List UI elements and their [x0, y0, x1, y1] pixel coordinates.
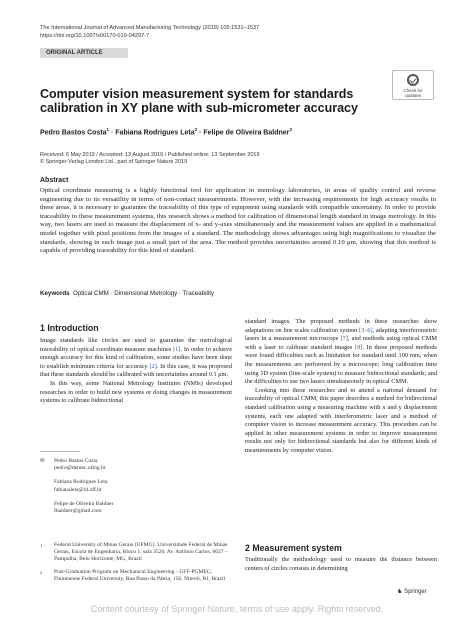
publication-dates — [40, 152, 260, 166]
intro-heading: 1 Introduction — [40, 323, 99, 333]
affiliations — [40, 542, 232, 583]
contact-email[interactable]: fbaldner@gmail.com — [54, 508, 102, 515]
author-list — [40, 127, 440, 136]
keywords — [40, 290, 214, 297]
affiliation-text: Post-Graduation Program on Mechanical Engineering - UFF-PGMEC, Fluminense Federal University, Rua Passo da Pátria, 156, Niterói, RJ, Brazil — [54, 568, 225, 582]
author-sup: 2 — [194, 127, 198, 132]
springer-logo-icon: ♞ — [397, 589, 403, 595]
right-column — [245, 318, 437, 456]
badge-line2: updates — [404, 93, 421, 98]
author-name[interactable]: Felipe de Oliveira Baldner — [203, 129, 290, 137]
citation-link[interactable]: [3–6] — [358, 326, 373, 334]
check-for-updates-badge[interactable] — [392, 70, 434, 100]
author-separator: · — [109, 129, 116, 137]
contact-name: Felipe de Oliveira Baldner — [54, 500, 114, 507]
publisher-name: Springer — [404, 589, 427, 595]
contact-name: Fabiana Rodrigues Leta — [54, 479, 108, 486]
author-sup: 3 — [289, 127, 292, 132]
section-paragraph: Traditionally the methodology used to measure the distance between centers of circles consists in determining — [245, 556, 437, 572]
badge-line1: Check for — [403, 88, 423, 93]
intro-body — [40, 337, 232, 406]
email-icon: ✉ — [40, 458, 45, 464]
author-separator: · — [197, 129, 204, 137]
corresponding-authors — [40, 458, 230, 515]
citation-link[interactable]: [7] — [340, 335, 348, 343]
contact-email[interactable]: fabianaleta@id.uff.br — [54, 486, 102, 493]
affiliation-number: 1 — [40, 543, 43, 548]
intro-paragraph: Image standards like circles are used to guarantee the metrological traceability of optical coordinate measure machines [1]. In order to achieve enough accuracy for this kind of calibration, some studies have been done to establish minimum criteria for accuracy [2]. In this case, it was proposed that these standards should be calibrated with uncertainties around 0.1 μm. — [40, 337, 233, 379]
intro-paragraph: In this way, some National Metrology Institutes (NMIs) developed researches in order to build new systems or doing changes in measurement systems to calibrate bidirectional — [40, 379, 232, 405]
rights-footer: Content courtesy of Springer Nature, terms of use apply. Rights reserved. — [90, 604, 384, 614]
citation-link[interactable]: [1] — [173, 345, 181, 353]
footnote-divider — [40, 451, 80, 452]
section-heading: 2 Measurement system — [245, 543, 342, 553]
abstract-text: Optical coordinate measuring is a highly functional tool for application in metrology laboratories, in areas of quality control and reverse engineering due to its versatility in terms of non-contact measurements. However, with the increasing requirements for high accuracy results in these areas, it is necessary to guarantee the traceability of this type of equipment using standards with compatible uncertainty. In order to provide traceability to these measurement systems, this research shows a method for calibration of dimensional length standard in image metrology. In this way, two lasers are used to measure the displacement of x- and y-axes simultaneously and the measurement values are applied in a mathematical model together with pixel positions from the images of a standard. The methodology shows advantages using high magnifications to visualize the standards, showing in each image just a small part of the area. The method provides uncertainties around 0.10 μm, showing that this method is capable of providing traceability for this kind of standard. — [40, 187, 436, 255]
contact-name: Pedro Bastos Costa — [54, 458, 98, 464]
affiliation-text: Federal University of Minas Gerais (UFMG), Universidade Federal de Minas Gerais, Escola de Engenharia, Bloco 1, sala 3520, Av. Antônio Carlos, 6627 - Pampulha, Belo Horizonte, MG, Brazil — [54, 542, 228, 563]
author-name[interactable]: Fabiana Rodrigues Leta — [115, 129, 195, 137]
author-name[interactable]: Pedro Bastos Costa — [40, 129, 107, 137]
keywords-label: Keywords — [40, 290, 70, 297]
article-type-label: ORIGINAL ARTICLE — [40, 48, 128, 58]
paper-title: Computer vision measurement system for standards calibration in XY plane with sub-micrometer accuracy — [40, 87, 358, 115]
check-icon — [407, 74, 419, 86]
affiliation-number: 2 — [40, 569, 43, 575]
journal-citation: The International Journal of Advanced Manufacturing Technology (2019) 105:1531–1537 — [40, 25, 260, 31]
doi-link[interactable]: https://doi.org/10.1007/s00170-019-04297-7 — [40, 32, 150, 39]
copyright-line: © Springer-Verlag London Ltd., part of Springer Nature 2019 — [40, 159, 188, 166]
body-paragraph: standard images. The proposed methods in these researches show adaptations on line scales calibration system [3–6], adapting interferometric lasers in a measurement microscope [7], and methods using optical CMM with a laser to calibrate standard images [8]. In these proposed methods were found difficulties such as limitation for standard until 100 mm, when the measurements are performed by a microscope; long calibration time using 1D system (line-scale system) to measure bidirectional standards; and the difficulties to use two lasers simultaneously in optical CMM. — [245, 318, 437, 386]
contact-email[interactable]: pedro@demec.ufmg.br — [54, 465, 106, 472]
body-paragraph: Looking into these researches and to attend a national demand for traceability of optical CMM, this paper describes a method for bidirectional standard calibration using a measuring machine with x and y displacement systems, each one adapted with interferometric laser and a method of computer vision to increase measurement accuracy. This procedure can be applied in other measurement systems in order to improve measurement results not only for bidirectional standards but also for different kinds of measurements by computer vision. — [245, 386, 437, 454]
keywords-text: Optical CMM · Dimensional Metrology · Traceability — [73, 290, 215, 297]
publisher-mark — [397, 588, 427, 595]
citation-link[interactable]: [2] — [149, 362, 157, 370]
abstract-heading: Abstract — [40, 177, 69, 184]
citation-link[interactable]: [8] — [354, 343, 363, 351]
author-sup: 1 — [106, 127, 110, 132]
dates-line: Received: 6 May 2019 / Accepted: 13 August 2019 / Published online: 13 September 2019 — [40, 152, 260, 158]
journal-header — [40, 25, 259, 40]
